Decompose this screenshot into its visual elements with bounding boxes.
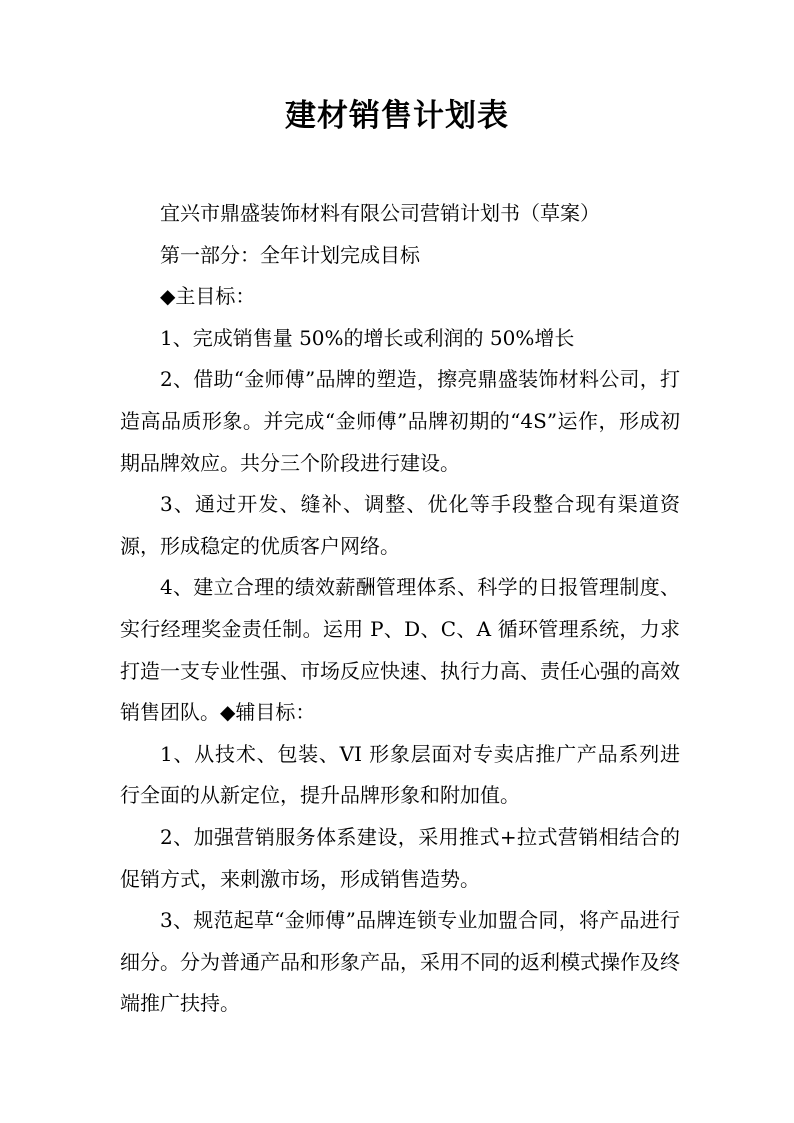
paragraph-main-goal-4: 4、建立合理的绩效薪酬管理体系、科学的日报管理制度、实行经理奖金责任制。运用 P、D、C、A 循环管理系统，力求打造一支专业性强、市场反应快速、执行力高、责任心强的高效销售团队。◆辅目标： <box>120 575 680 725</box>
paragraph-part-one-heading: 第一部分：全年计划完成目标 <box>160 242 420 267</box>
paragraph-main-goal-heading: ◆主目标： <box>160 284 256 309</box>
paragraph-company-plan: 宜兴市鼎盛装饰材料有限公司营销计划书（草案） <box>160 201 600 225</box>
paragraph-sub-goal-1: 1、从技术、包装、VI 形象层面对专卖店推广产品系列进行全面的从新定位，提升品牌形象和附加值。 <box>120 741 680 808</box>
paragraph-sub-goal-2: 2、加强营销服务体系建设，采用推式+拉式营销相结合的促销方式，来刺激市场，形成销售造势。 <box>120 824 680 891</box>
paragraph-main-goal-1: 1、完成销售量 50%的增长或利润的 50%增长 <box>160 325 575 350</box>
document-title: 建材销售计划表 <box>285 98 509 134</box>
paragraph-main-goal-2: 2、借助“金师傅”品牌的塑造，擦亮鼎盛装饰材料公司，打造高品质形象。并完成“金师傅”品牌初期的“4S”运作，形成初期品牌效应。共分三个阶段进行建设。 <box>120 367 680 475</box>
paragraph-main-goal-3: 3、通过开发、缝补、调整、优化等手段整合现有渠道资源，形成稳定的优质客户网络。 <box>120 492 680 558</box>
paragraph-sub-goal-3: 3、规范起草“金师傅”品牌连锁专业加盟合同，将产品进行细分。分为普通产品和形象产品，采用不同的返利模式操作及终端推广扶持。 <box>120 908 680 1016</box>
document-body <box>120 193 680 1025</box>
